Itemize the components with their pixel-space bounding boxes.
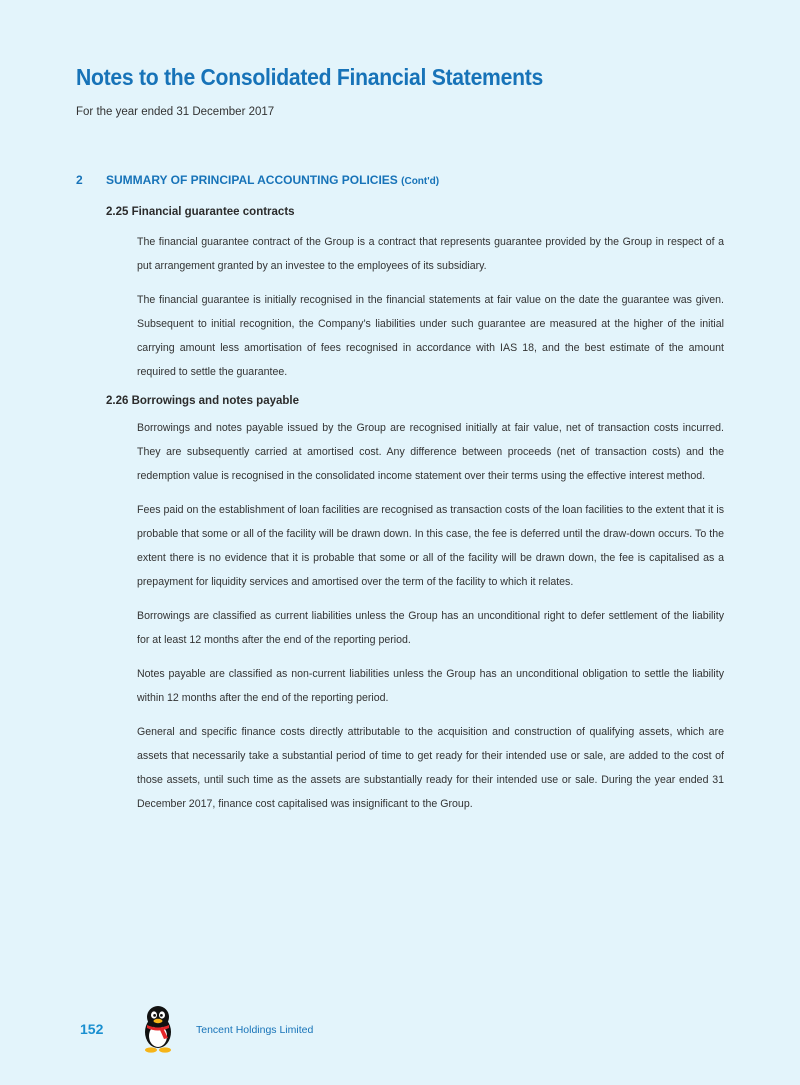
section-heading — [76, 173, 439, 187]
company-name: Tencent Holdings Limited — [196, 1024, 314, 1036]
paragraph: The financial guarantee is initially recognised in the financial statements at fair value on the date the guarantee was given. Subsequent to initial recognition, the Company’s liabilities under such guarantee are measured at the higher of the initial carrying amount less amortisation of fees recognised in accordance with IAS 18, and the best estimate of the amount required to settle the guarantee. — [137, 294, 724, 378]
paragraph: Fees paid on the establishment of loan facilities are recognised as transaction costs of the loan facilities to the extent that it is probable that some or all of the facility will be drawn down. In this case, the fee is deferred until the draw-down occurs. To the extent there is no evidence that it is probable that some or all of the facility will be drawn down, the fee is capitalised as a prepayment for liquidity services and amortised over the term of the facility to which it relates. — [137, 504, 724, 588]
page-title: Notes to the Consolidated Financial Statements — [76, 64, 544, 90]
page-number: 152 — [80, 1021, 104, 1037]
paragraph: The financial guarantee contract of the Group is a contract that represents guarantee provided by the Group in respect of a put arrangement granted by an investee to the employees of its subsidiary. — [137, 236, 724, 272]
paragraph: Notes payable are classified as non-current liabilities unless the Group has an unconditional obligation to settle the liability within 12 months after the end of the reporting period. — [137, 668, 724, 704]
paragraph: General and specific finance costs directly attributable to the acquisition and construction of qualifying assets, which are assets that necessarily take a substantial period of time to get ready for their intended use or sale, are added to the cost of those assets, until such time as the assets are substantially ready for their intended use or sale. During the year ended 31 December 2017, finance cost capitalised was insignificant to the Group. — [137, 726, 724, 810]
subsection-body-2-25 — [137, 230, 724, 394]
section-title: SUMMARY OF PRINCIPAL ACCOUNTING POLICIES — [106, 173, 398, 187]
subsection-heading-2-26: 2.26 Borrowings and notes payable — [106, 395, 299, 407]
subsection-body-2-26 — [137, 416, 724, 826]
penguin-mascot-icon — [139, 1004, 177, 1054]
paragraph: Borrowings and notes payable issued by the Group are recognised initially at fair value, net of transaction costs incurred. They are subsequently carried at amortised cost. Any difference between proceeds (net of transaction costs) and the redemption value is recognised in the consolidated income statement over their terms using the effective interest method. — [137, 422, 724, 482]
paragraph: Borrowings are classified as current liabilities unless the Group has an unconditional right to defer settlement of the liability for at least 12 months after the end of the reporting period. — [137, 610, 724, 646]
section-suffix: (Cont'd) — [401, 176, 440, 187]
section-number: 2 — [76, 173, 83, 187]
subsection-heading-2-25: 2.25 Financial guarantee contracts — [106, 206, 295, 218]
page-subtitle: For the year ended 31 December 2017 — [76, 106, 275, 118]
